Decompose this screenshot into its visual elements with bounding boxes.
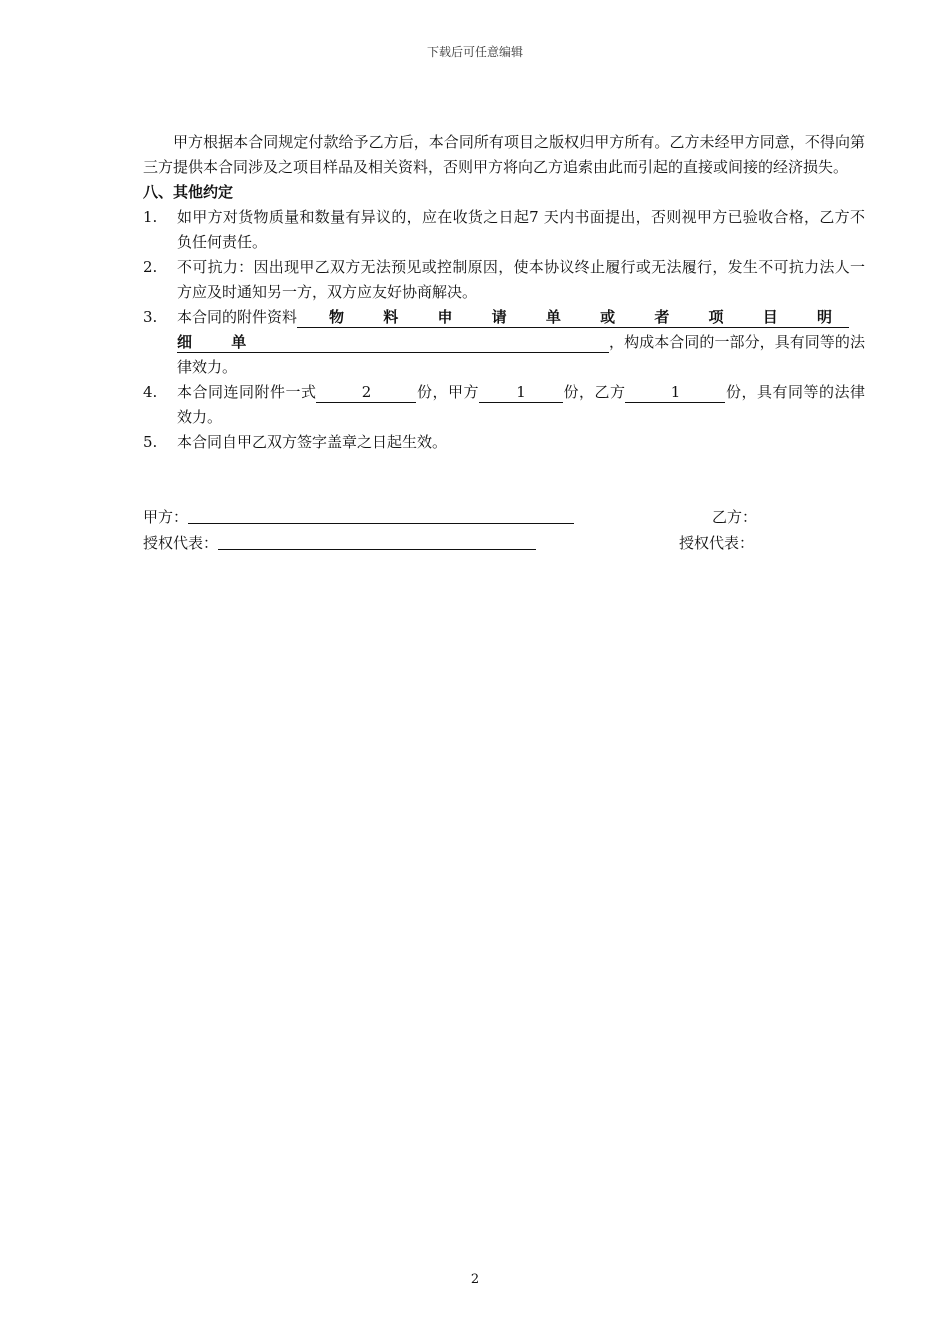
signature-row-party	[143, 505, 865, 529]
attachment-materials-1: 物 料 申 请 单 或 者 项 目 明	[329, 308, 850, 326]
signature-row-representative	[143, 531, 865, 555]
party-a-signature	[143, 505, 574, 529]
attachment-prefix: 本合同的附件资料	[177, 308, 298, 326]
item-number: 1.	[143, 208, 158, 226]
item-number: 2.	[143, 258, 158, 276]
item-text: 本合同自甲乙双方签字盖章之日起生效。	[177, 433, 448, 451]
copies-text-2: 份，甲方	[416, 383, 479, 401]
item-number: 4.	[143, 383, 158, 401]
copyright-paragraph: 甲方根据本合同规定付款给予乙方后，本合同所有项目之版权归甲方所有。乙方未经甲方同意，不得向第三方提供本合同涉及之项目样品及相关资料，否则甲方将向乙方追索由此而引起的直接或间接的经济损失。	[143, 133, 865, 176]
attachment-fill-line-1	[297, 307, 849, 328]
contract-body	[143, 130, 865, 455]
copies-text-1: 本合同连同附件一式	[177, 383, 317, 401]
rep-a-signature	[143, 531, 536, 555]
item-text	[177, 380, 865, 430]
party-b-label: 乙方：	[712, 508, 758, 526]
rep-a-label: 授权代表：	[143, 534, 219, 552]
page-header: 下载后可任意编辑	[426, 45, 523, 59]
party-a-signature-line	[188, 505, 574, 524]
item-text	[177, 305, 865, 380]
list-item	[143, 380, 865, 430]
item-text: 不可抗力：因出现甲乙双方无法预见或控制原因，使本协议终止履行或无法履行，发生不可抗力法人一方应及时通知另一方，双方应友好协商解决。	[177, 258, 865, 301]
attachment-suffix: ，构成本合同的一部分，具有同等的法律效力。	[177, 333, 865, 376]
copies-total-field: 2	[316, 382, 416, 403]
list-item	[143, 430, 865, 455]
rep-b-label: 授权代表：	[679, 534, 755, 552]
attachment-fill-line-2	[177, 332, 609, 353]
item-number: 5.	[143, 433, 158, 451]
copies-party-a-field: 1	[479, 382, 563, 403]
list-item	[143, 255, 865, 305]
attachment-materials-2: 细 单	[177, 333, 264, 351]
list-item	[143, 205, 865, 255]
party-a-label: 甲方：	[143, 508, 189, 526]
item-number: 3.	[143, 308, 158, 326]
section-title: 八、其他约定	[143, 183, 234, 201]
item-text: 如甲方对货物质量和数量有异议的，应在收货之日起7 天内书面提出，否则视甲方已验收合格，乙方不负任何责任。	[177, 208, 865, 251]
list-item	[143, 305, 865, 380]
copies-text-4: 份，具有同等的法律效力。	[177, 383, 865, 426]
page-number: 2	[470, 1272, 480, 1287]
rep-a-signature-line	[218, 531, 536, 550]
copies-text-3: 份，乙方	[562, 383, 626, 401]
copies-party-b-field: 1	[625, 382, 725, 403]
